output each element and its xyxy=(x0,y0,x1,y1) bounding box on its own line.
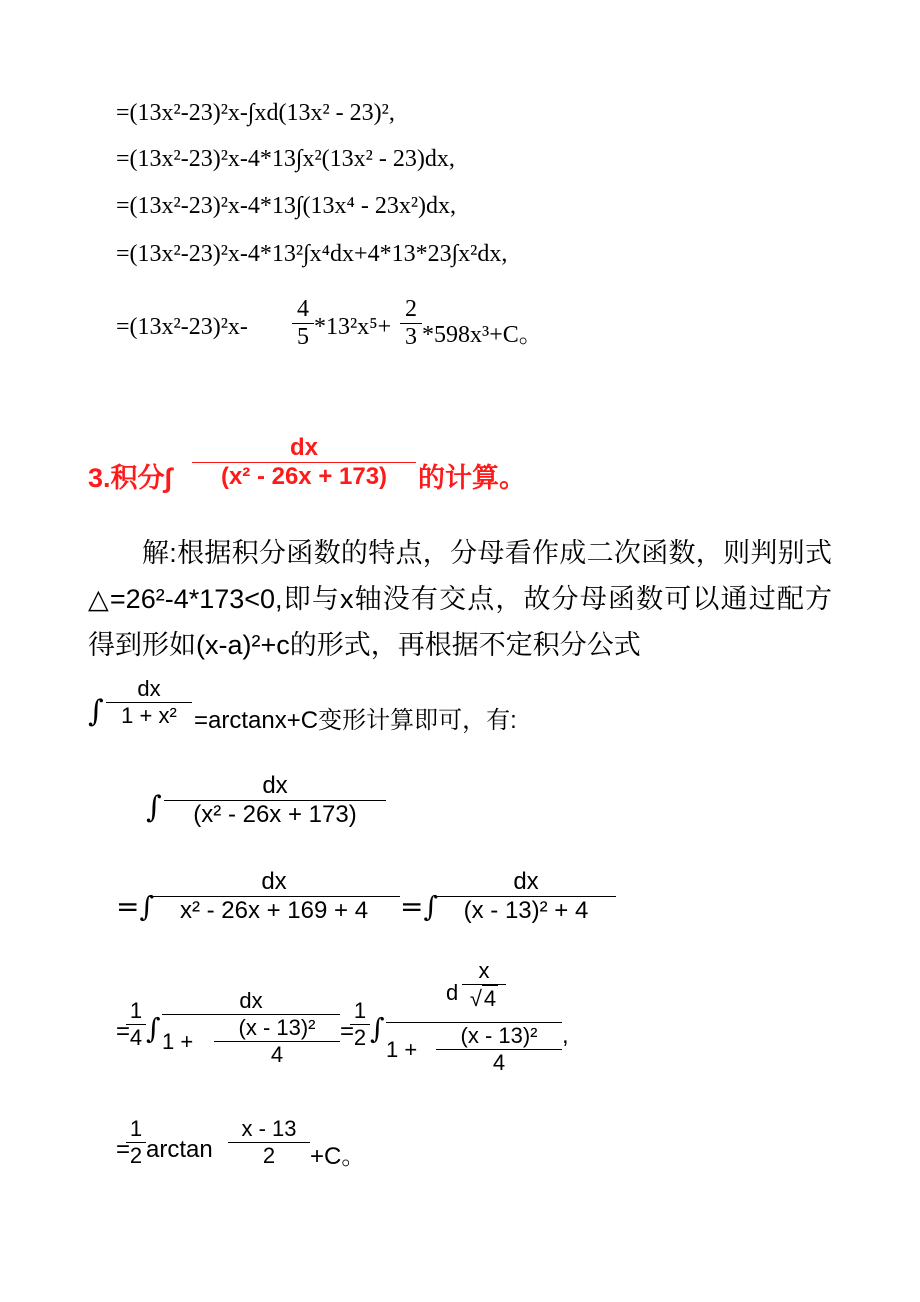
step3-sqrt: 4 xyxy=(483,986,497,1011)
step3-eq: = xyxy=(116,1018,131,1045)
eq-line-2: =(13x²-23)²x-4*13∫x²(13x² - 23)dx, xyxy=(116,146,455,172)
eq5-part-c: *598x³+C。 xyxy=(422,322,543,348)
step4-fraction xyxy=(228,1116,310,1169)
ref-fraction xyxy=(106,676,192,729)
step3-d1-pre: 1 + xyxy=(162,1029,194,1054)
heading-fraction xyxy=(192,434,416,491)
step2-den2: (x - 13)² + 4 xyxy=(463,897,589,924)
step4-coef xyxy=(126,1116,146,1169)
step3-c1-num: 1 xyxy=(129,998,143,1023)
eq5-f2-num: 2 xyxy=(405,296,417,322)
eq5-f2-den: 3 xyxy=(405,324,417,350)
step3-n2-x: x xyxy=(478,958,490,983)
ref-num: dx xyxy=(137,676,161,701)
eq5-part-b: *13²x⁵+ xyxy=(314,314,392,340)
step3-c2-den: 2 xyxy=(353,1025,367,1050)
eq5-f1-den: 5 xyxy=(297,324,309,350)
heading-num: dx xyxy=(289,434,318,461)
step3-d1-inner xyxy=(214,1015,340,1068)
step3-d2-inner xyxy=(436,1023,562,1076)
step3-n1: dx xyxy=(239,988,263,1013)
step4-c-num: 1 xyxy=(129,1116,143,1141)
ref-den: 1 + x² xyxy=(121,703,177,728)
step3-d1 xyxy=(162,1015,340,1073)
step3-coef-2 xyxy=(350,998,370,1051)
eq-line-4: =(13x²-23)²x-4*13²∫x⁴dx+4*13*23∫x²dx, xyxy=(116,241,508,267)
step4-fn: arctan xyxy=(146,1136,213,1163)
step4-num: x - 13 xyxy=(241,1116,297,1141)
eq-line-1: =(13x²-23)²x-∫xd(13x² - 23)², xyxy=(116,100,395,126)
step3-d2-den: 4 xyxy=(492,1050,506,1075)
step3-c2-num: 1 xyxy=(353,998,367,1023)
step2-eq2-integral: =∫ xyxy=(400,890,439,923)
step2-fraction-2 xyxy=(436,868,616,925)
step3-n2-d: d xyxy=(446,980,459,1005)
eq-line-3: =(13x²-23)²x-4*13∫(13x⁴ - 23x²)dx, xyxy=(116,193,457,219)
heading-prefix: 3.积分∫ xyxy=(88,463,172,493)
eq5-f1-num: 4 xyxy=(297,296,309,322)
eq5-fraction-2 xyxy=(400,296,422,351)
heading-suffix: 的计算。 xyxy=(418,463,526,493)
step3-d1-den: 4 xyxy=(270,1042,284,1067)
step3-n2 xyxy=(386,958,562,1022)
step3-d1-num: (x - 13)² xyxy=(238,1015,316,1040)
step3-integral-1: ∫ xyxy=(146,1012,161,1045)
step3-eq2: = xyxy=(340,1018,355,1045)
ref-integral-sign: ∫ xyxy=(88,694,104,729)
step3-d2-pre: 1 + xyxy=(386,1037,418,1062)
step3-d2 xyxy=(386,1023,562,1081)
step3-fraction-2 xyxy=(386,958,562,1081)
step4-c-den: 2 xyxy=(129,1143,143,1168)
step4-den: 2 xyxy=(262,1143,276,1168)
step3-d2-num: (x - 13)² xyxy=(460,1023,538,1048)
step1-num: dx xyxy=(262,772,288,799)
ref-rest: =arctanx+C变形计算即可，有: xyxy=(194,707,517,734)
step3-coef-1 xyxy=(126,998,146,1051)
step3-integral-2: ∫ xyxy=(370,1012,385,1045)
step3-n2-den: √4 xyxy=(469,986,497,1011)
step1-fraction xyxy=(164,772,386,829)
step2-den1: x² - 26x + 169 + 4 xyxy=(179,897,369,924)
step3-n2-inner xyxy=(462,958,506,1012)
heading-den: (x² - 26x + 173) xyxy=(220,463,388,490)
step1-integral-sign: ∫ xyxy=(146,790,162,825)
eq5-fraction-1 xyxy=(292,296,314,351)
step3-comma: , xyxy=(562,1022,569,1049)
step4-eq: = xyxy=(116,1136,131,1163)
step3-fraction-1 xyxy=(162,988,340,1073)
step2-num1: dx xyxy=(261,868,287,895)
solution-paragraph: 解:根据积分函数的特点，分母看作成二次函数，则判别式△=26²-4*173<0,即与x轴没有交点，故分母函数可以通过配方得到形如(x-a)²+c的形式，再根据不定积分公式 xyxy=(88,538,832,660)
step2-num2: dx xyxy=(513,868,539,895)
step2-fraction-1 xyxy=(148,868,400,925)
eq5-part-a: =(13x²-23)²x- xyxy=(116,314,248,340)
step4-rest: +C。 xyxy=(310,1143,366,1170)
step1-den: (x² - 26x + 173) xyxy=(193,801,357,828)
step2-eq-integral: =∫ xyxy=(116,890,155,923)
step3-c1-den: 4 xyxy=(129,1025,143,1050)
